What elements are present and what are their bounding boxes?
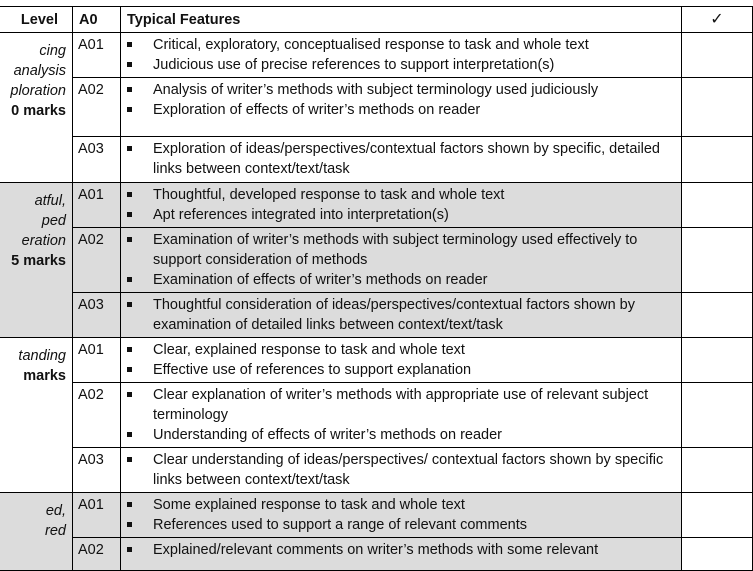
feature-item: Clear, explained response to task and whole text — [121, 340, 677, 360]
ao-cell: A01 — [73, 183, 121, 228]
table-row — [0, 228, 753, 293]
feature-item: Clear explanation of writer’s methods with appropriate use of relevant subject terminology — [121, 385, 677, 425]
tick-box[interactable] — [682, 383, 753, 448]
feature-item: Exploration of effects of writer’s methods on reader — [121, 100, 677, 120]
feature-item: Exploration of ideas/perspectives/contextual factors shown by specific, detailed links between context/text/task — [121, 139, 677, 179]
features-cell — [121, 33, 682, 78]
features-cell — [121, 228, 682, 293]
table-row — [0, 33, 753, 78]
tick-box[interactable] — [682, 493, 753, 538]
tick-box[interactable] — [682, 228, 753, 293]
table-row — [0, 383, 753, 448]
features-cell — [121, 338, 682, 383]
feature-list — [121, 385, 677, 445]
feature-list — [121, 35, 677, 75]
tick-header: ✓ — [682, 7, 753, 33]
feature-item: Thoughtful consideration of ideas/perspectives/contextual factors shown by examination of detailed links between context/text/task — [121, 295, 677, 335]
table-row — [0, 293, 753, 338]
level-descriptor: ed, — [45, 503, 66, 519]
tick-box[interactable] — [682, 338, 753, 383]
tick-box[interactable] — [682, 448, 753, 493]
level-marks: 5 marks — [11, 253, 66, 269]
feature-item: Examination of writer’s methods with subject terminology used effectively to support consideration of methods — [121, 230, 677, 270]
features-cell — [121, 448, 682, 493]
feature-item: Clear understanding of ideas/perspectives/ contextual factors shown by specific links between context/text/task — [121, 450, 677, 490]
feature-list — [121, 450, 677, 490]
level-cell — [0, 338, 73, 493]
table-row — [0, 137, 753, 183]
table-row — [0, 538, 753, 571]
ao-cell: A02 — [73, 383, 121, 448]
ao-cell: A03 — [73, 137, 121, 183]
features-cell — [121, 383, 682, 448]
table-row — [0, 448, 753, 493]
tick-box[interactable] — [682, 78, 753, 137]
feature-item: Apt references integrated into interpretation(s) — [121, 205, 677, 225]
feature-item: Understanding of effects of writer’s methods on reader — [121, 425, 677, 445]
table-row — [0, 493, 753, 538]
feature-item: Thoughtful, developed response to task and whole text — [121, 185, 677, 205]
feature-list — [121, 80, 677, 120]
table-row — [0, 183, 753, 228]
level-descriptor: cing — [39, 43, 66, 59]
features-header: Typical Features — [121, 7, 682, 33]
level-descriptor: ped — [41, 213, 66, 229]
feature-list — [121, 340, 677, 380]
level-descriptor: ploration — [10, 83, 66, 99]
level-descriptor: analysis — [13, 63, 66, 79]
feature-item: Judicious use of precise references to support interpretation(s) — [121, 55, 677, 75]
level-cell — [0, 493, 73, 571]
ao-cell: A03 — [73, 293, 121, 338]
ao-cell: A02 — [73, 228, 121, 293]
ao-cell: A02 — [73, 538, 121, 571]
feature-list — [121, 185, 677, 225]
level-cell — [0, 183, 73, 338]
feature-list — [121, 540, 677, 560]
tick-box[interactable] — [682, 293, 753, 338]
feature-item: References used to support a range of relevant comments — [121, 515, 677, 535]
table-row — [0, 78, 753, 137]
level-cell — [0, 33, 73, 183]
tick-box[interactable] — [682, 538, 753, 571]
level-descriptor: atful, — [34, 193, 66, 209]
level-header: Level — [0, 7, 73, 33]
feature-list — [121, 495, 677, 535]
ao-cell: A03 — [73, 448, 121, 493]
feature-item: Examination of effects of writer’s methods on reader — [121, 270, 677, 290]
tick-box[interactable] — [682, 137, 753, 183]
ao-header: A0 — [73, 7, 121, 33]
ao-cell: A01 — [73, 33, 121, 78]
feature-item: Effective use of references to support explanation — [121, 360, 677, 380]
features-cell — [121, 78, 682, 137]
header-row — [0, 7, 753, 33]
tick-box[interactable] — [682, 183, 753, 228]
ao-cell: A02 — [73, 78, 121, 137]
feature-list — [121, 295, 677, 335]
ao-cell: A01 — [73, 338, 121, 383]
features-cell — [121, 538, 682, 571]
feature-item: Analysis of writer’s methods with subject terminology used judiciously — [121, 80, 677, 100]
level-descriptor: red — [45, 523, 66, 539]
level-marks: marks — [23, 368, 66, 384]
level-descriptor: tanding — [18, 348, 66, 364]
features-cell — [121, 137, 682, 183]
features-cell — [121, 293, 682, 338]
feature-list — [121, 139, 677, 179]
tick-box[interactable] — [682, 33, 753, 78]
features-cell — [121, 493, 682, 538]
feature-item: Some explained response to task and whole text — [121, 495, 677, 515]
feature-list — [121, 230, 677, 290]
ao-cell: A01 — [73, 493, 121, 538]
feature-item: Critical, exploratory, conceptualised response to task and whole text — [121, 35, 677, 55]
feature-item: Explained/relevant comments on writer’s methods with some relevant — [121, 540, 677, 560]
level-descriptor: eration — [21, 233, 66, 249]
features-cell — [121, 183, 682, 228]
mark-scheme-table — [0, 6, 753, 571]
level-marks: 0 marks — [11, 103, 66, 119]
table-row — [0, 338, 753, 383]
